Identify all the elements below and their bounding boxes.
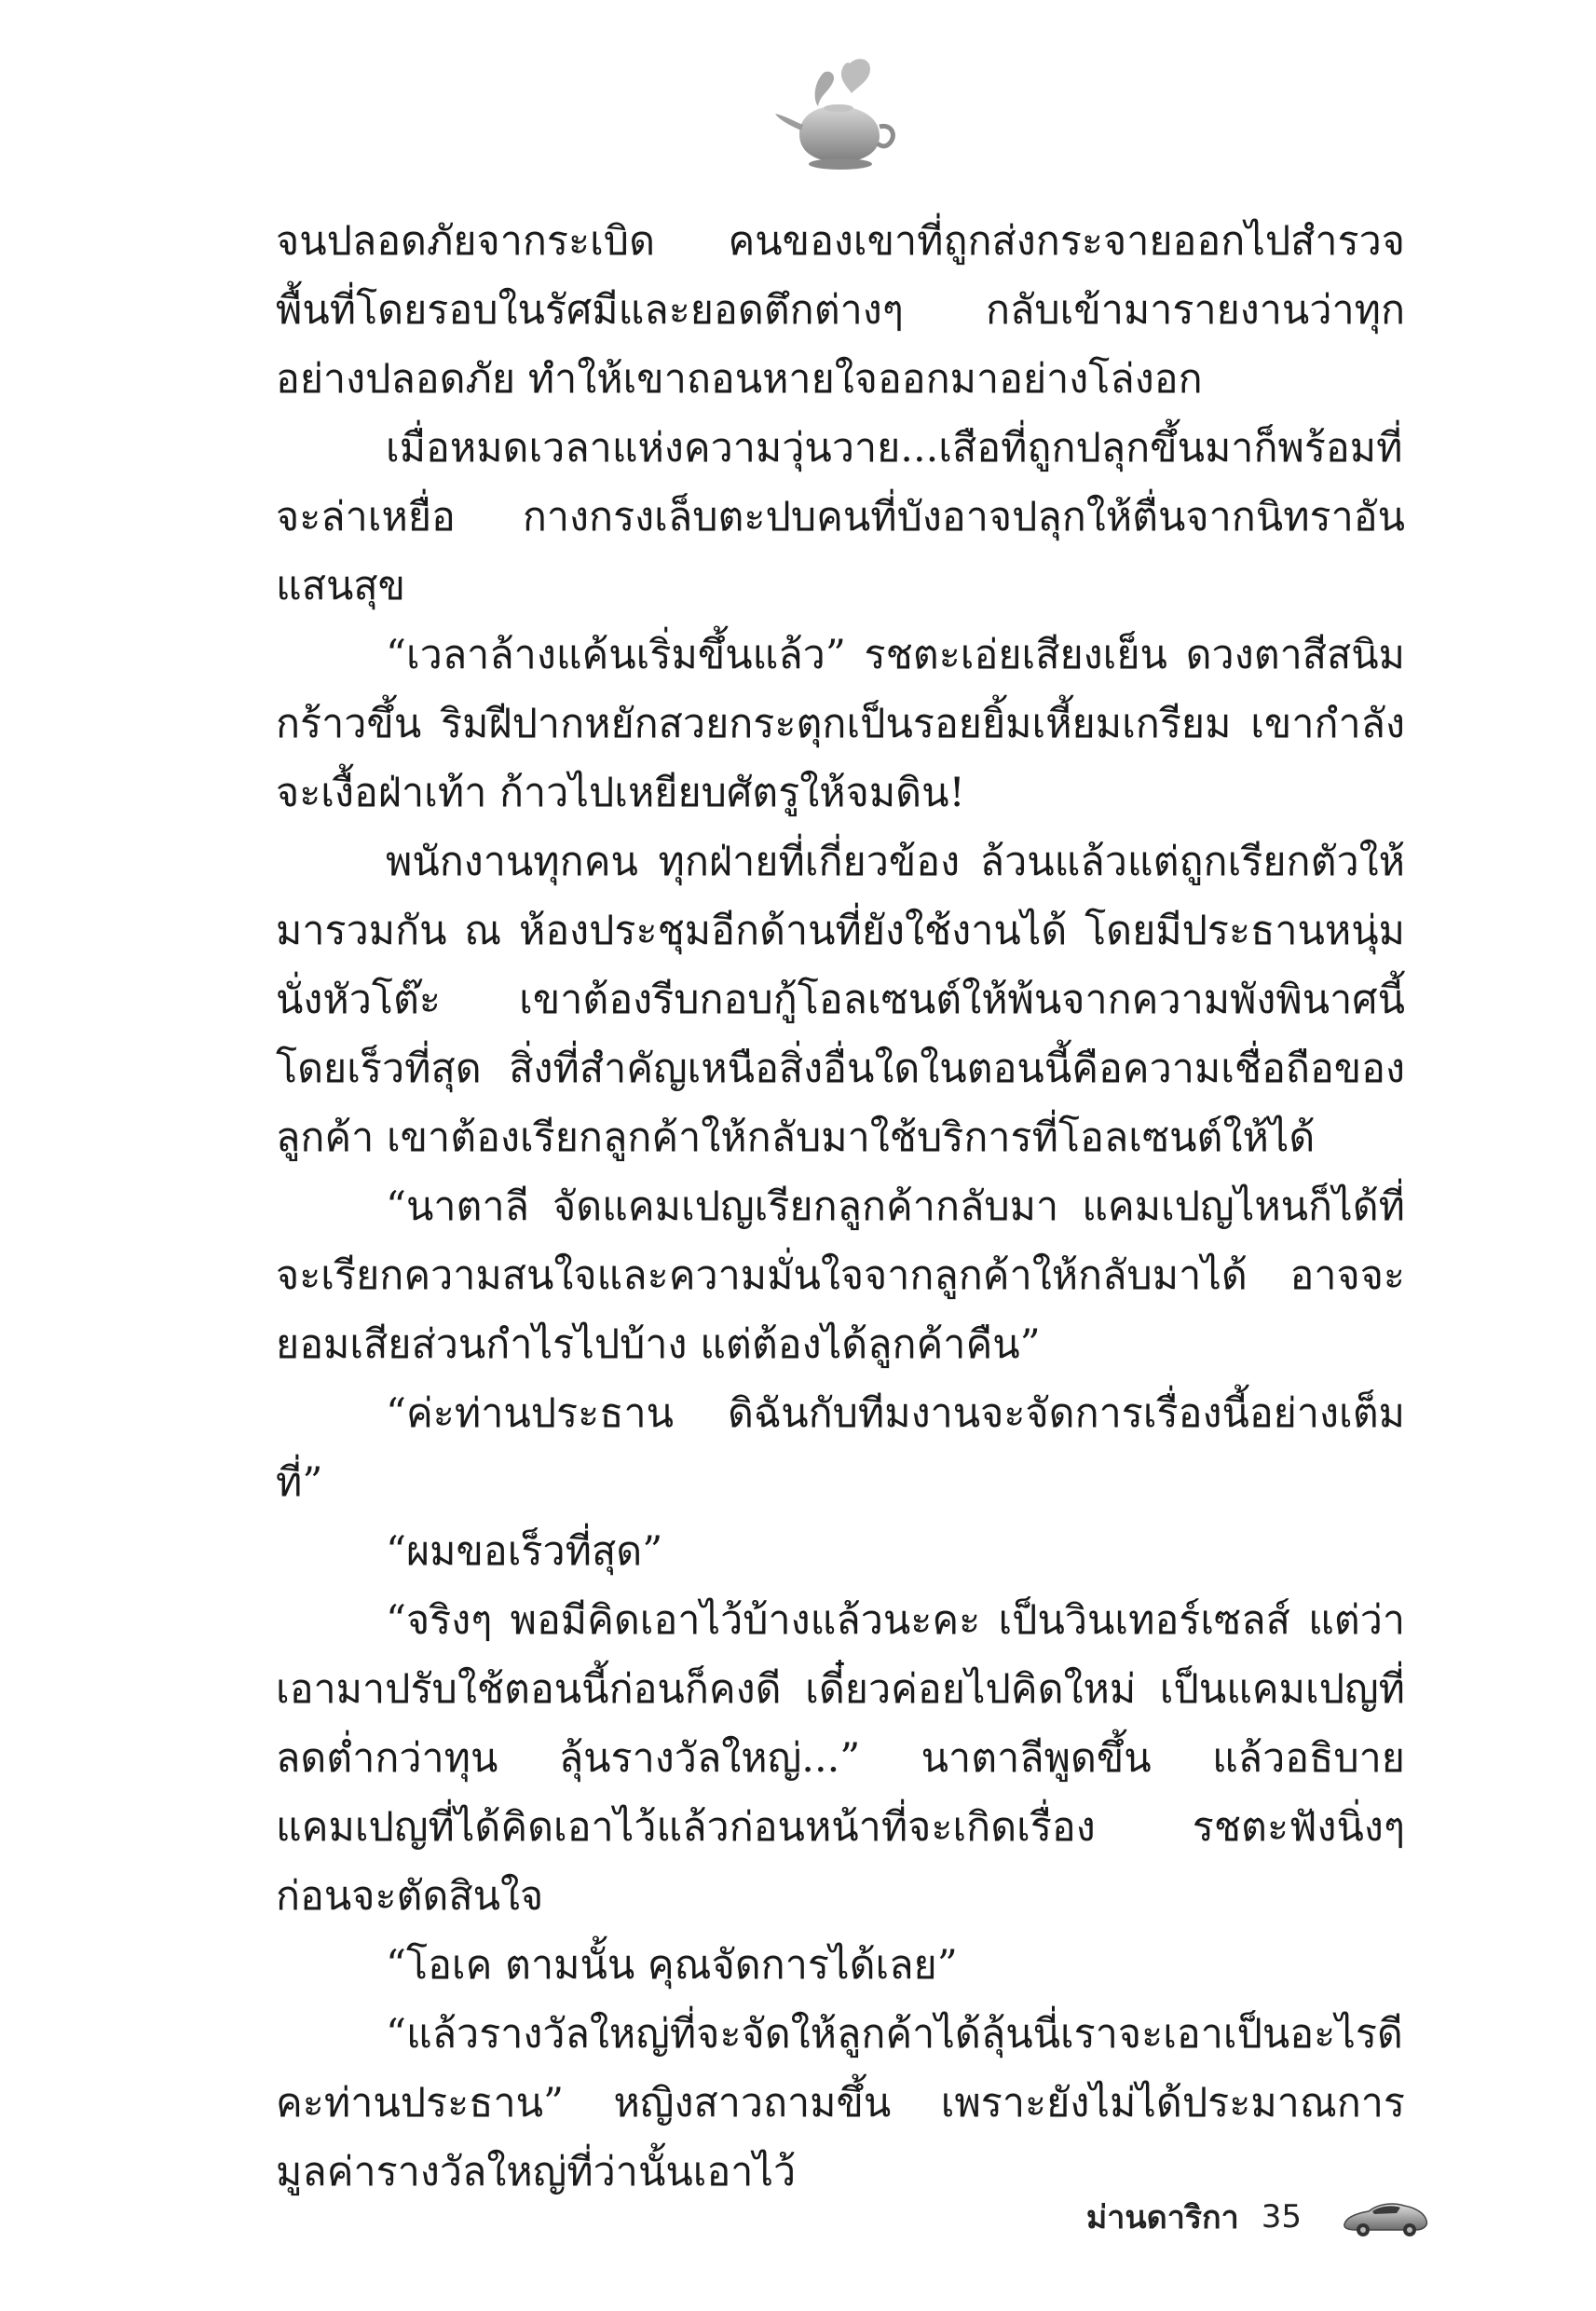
paragraph: “ค่ะท่านประธาน ดิฉันกับทีมงานจะจัดการเรื่องนี้อย่างเต็มที่” [276,1390,1405,1506]
paragraph: เมื่อหมดเวลาแห่งความวุ่นวาย...เสือที่ถูกปลุกขึ้นมาก็พร้อมที่จะล่าเหยื่อ กางกรงเล็บตะปบคนที่บังอาจปลุกให้ตื่นจากนิทราอันแสนสุข [276,425,1405,609]
paragraph: “เวลาล้างแค้นเริ่มขึ้นแล้ว” รชตะเอ่ยเสียงเย็น ดวงตาสีสนิมกร้าวขึ้น ริมฝีปากหยักสวยกระตุกเป็นรอยยิ้มเหี้ยมเกรียม เขากำลังจะเงื้อฝ่าเท้า ก้าวไปเหยียบศัตรูให้จมดิน! [276,632,1405,816]
author-name: ม่านดาริกา [1085,2199,1239,2236]
page-number: 35 [1261,2198,1302,2236]
sports-car-icon [1341,2195,1430,2239]
body-text [276,207,1405,2207]
paragraph: “ผมขอเร็วที่สุด” [386,1528,663,1575]
paragraph: จนปลอดภัยจากระเบิด คนของเขาที่ถูกส่งกระจายออกไปสำรวจพื้นที่โดยรอบในรัศมีและยอดตึกต่างๆ กลับเข้ามารายงานว่าทุกอย่างปลอดภัย ทำให้เขาถอนหายใจออกมาอย่างโล่งอก [276,218,1405,403]
paragraph: พนักงานทุกคน ทุกฝ่ายที่เกี่ยวข้อง ล้วนแล้วแต่ถูกเรียกตัวให้มารวมกัน ณ ห้องประชุมอีกด้านที่ยังใช้งานได้ โดยมีประธานหนุ่มนั่งหัวโต๊ะ เขาต้องรีบกอบกู้โอลเซนต์ให้พ้นจากความพังพินาศนี้โดยเร็วที่สุด สิ่งที่สำคัญเหนือสิ่งอื่นใดในตอนนี้คือความเชื่อถือของลูกค้า เขาต้องเรียกลูกค้าให้กลับมาใช้บริการที่โอลเซนต์ให้ได้ [276,839,1405,1161]
teapot-ornament-icon [771,54,902,177]
paragraph: “โอเค ตามนั้น คุณจัดการได้เลย” [386,1942,958,1989]
page-footer [1086,2192,1430,2242]
paragraph: “นาตาลี จัดแคมเปญเรียกลูกค้ากลับมา แคมเปญไหนก็ได้ที่จะเรียกความสนใจและความมั่นใจจากลูกค้าให้กลับมาได้ อาจจะยอมเสียส่วนกำไรไปบ้าง แต่ต้องได้ลูกค้าคืน” [276,1183,1405,1368]
paragraph: “แล้วรางวัลใหญ่ที่จะจัดให้ลูกค้าได้ลุ้นนี่เราจะเอาเป็นอะไรดีคะท่านประธาน” หญิงสาวถามขึ้น เพราะยังไม่ได้ประมาณการมูลค่ารางวัลใหญ่ที่ว่านั้นเอาไว้ [276,2011,1405,2195]
paragraph: “จริงๆ พอมีคิดเอาไว้บ้างแล้วนะคะ เป็นวินเทอร์เซลส์ แต่ว่าเอามาปรับใช้ตอนนี้ก่อนก็คงดี เดี๋ยวค่อยไปคิดใหม่ เป็นแคมเปญที่ลดต่ำกว่าทุน ลุ้นรางวัลใหญ่...” นาตาลีพูดขึ้น แล้วอธิบายแคมเปญที่ได้คิดเอาไว้แล้วก่อนหน้าที่จะเกิดเรื่อง รชตะฟังนิ่งๆ ก่อนจะตัดสินใจ [276,1597,1405,1920]
